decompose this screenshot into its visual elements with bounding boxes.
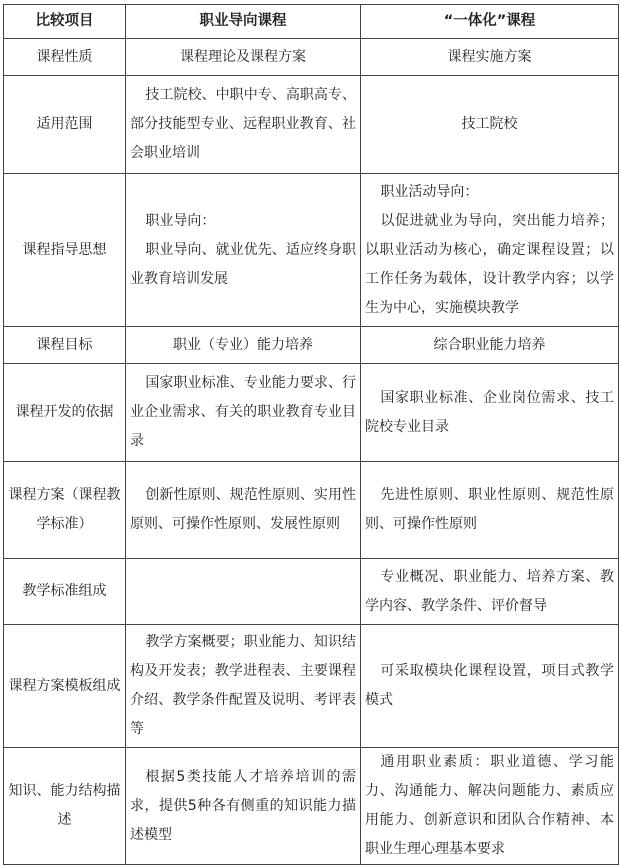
table-row [4,39,619,76]
table-header-row [4,5,619,39]
cell-vocational [126,462,361,559]
cell-text: 技工院校、中职中专、高职高专、部分技能型专业、远程职业教育、社会职业培训 [130,87,356,161]
cell-vocational [126,559,361,625]
cell-text: 通用职业素质：职业道德、学习能力、沟通能力、解决问题能力、素质应用能力、创新意识和团队合作精神、本职业生理心理基本要求 [365,754,614,857]
cell-vocational [126,364,361,462]
cell-vocational: 职业（专业）能力培养 [126,327,361,364]
cell-integrated [361,364,619,462]
cell-text: 创新性原则、规范性原则、实用性原则、可操作性原则、发展性原则 [130,487,356,532]
cell-text: 以促进就业为导向，突出能力培养；以职业活动为核心，确定课程设置；以工作任务为载体，设计教学内容；以学生为中心，实施模块教学 [365,212,614,316]
table-row [4,364,619,462]
row-label: 课程方案（课程教学标准） [4,462,126,559]
header-integrated-course: “一体化”课程 [361,5,619,39]
row-label: 课程方案模板组成 [4,625,126,748]
cell-vocational: 课程理论及课程方案 [126,39,361,76]
cell-vocational [126,748,361,865]
cell-text: 先进性原则、职业性原则、规范性原则、可操作性原则 [365,487,614,532]
cell-integrated [361,174,619,327]
header-vocational-course: 职业导向课程 [126,5,361,39]
table-row [4,748,619,865]
cell-text: 国家职业标准、企业岗位需求、技工院校专业目录 [365,389,614,435]
row-label: 课程性质 [4,39,126,76]
cell-text-heading: 职业活动导向： [380,183,479,200]
row-label: 课程指导思想 [4,174,126,327]
cell-vocational [126,76,361,174]
cell-integrated [361,748,619,865]
row-label: 课程目标 [4,327,126,364]
cell-integrated: 课程实施方案 [361,39,619,76]
cell-text: 可采取模块化课程设置，项目式教学模式 [365,663,614,708]
cell-integrated [361,462,619,559]
row-label: 课程开发的依据 [4,364,126,462]
cell-text: 国家职业标准、专业能力要求、行业企业需求、有关的职业教育专业目录 [130,375,356,449]
table-row [4,327,619,364]
row-label: 教学标准组成 [4,559,126,625]
table-row [4,76,619,174]
cell-integrated: 综合职业能力培养 [361,327,619,364]
cell-integrated [361,559,619,625]
table-row [4,625,619,748]
cell-integrated: 技工院校 [361,76,619,174]
cell-text: 根据5类技能人才培养培训的需求，提供5种各有侧重的知识能力描述模型 [130,768,356,843]
cell-vocational [126,625,361,748]
header-item: 比较项目 [4,5,126,39]
cell-vocational [126,174,361,327]
row-label: 适用范围 [4,76,126,174]
cell-text: 职业导向、就业优先、适应终身职业教育培训发展 [130,241,356,287]
row-label: 知识、能力结构描述 [4,748,126,865]
cell-text: 教学方案概要；职业能力、知识结构及开发表；教学进程表、主要课程介绍、教学条件配置及说明、考评表等 [130,634,356,737]
cell-integrated [361,625,619,748]
table-row [4,174,619,327]
table-row [4,462,619,559]
table-row [4,559,619,625]
cell-text: 专业概况、职业能力、培养方案、教学内容、教学条件、评价督导 [365,568,614,614]
comparison-table [3,4,619,865]
cell-text-heading: 职业导向： [145,212,216,229]
